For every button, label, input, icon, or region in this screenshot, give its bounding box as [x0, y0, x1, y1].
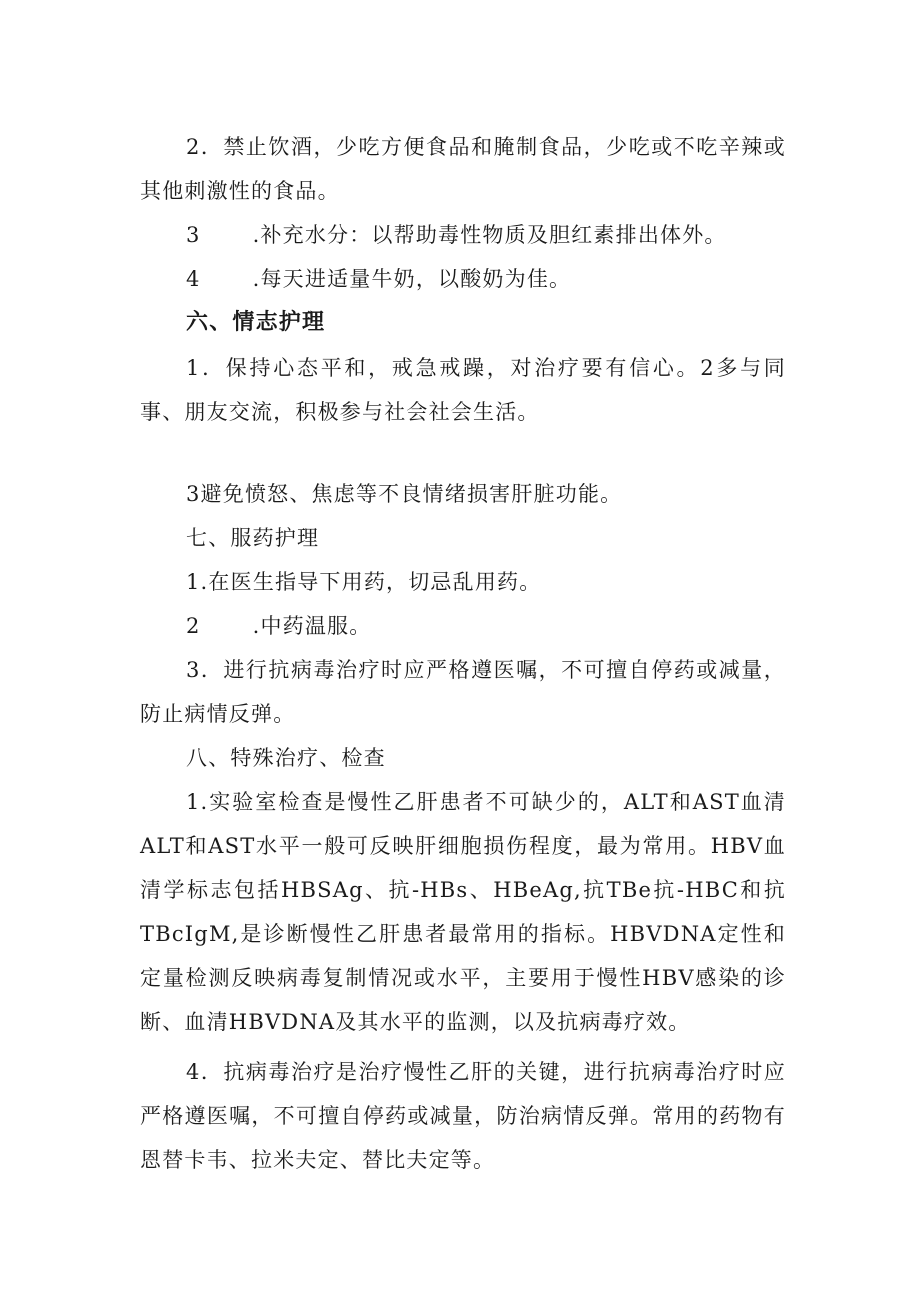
paragraph-diet-alcohol: 2．禁止饮酒，少吃方便食品和腌制食品，少吃或不吃辛辣或其他刺激性的食品。 — [140, 135, 786, 203]
paragraph-herbal — [140, 604, 786, 648]
item-number: 2 — [186, 614, 201, 638]
section-heading-special: 八、特殊治疗、检查 — [186, 746, 386, 770]
paragraph-mood: 1．保持心态平和，戒急戒躁，对治疗要有信心。2多与同事、朋友交流，积极参与社会社会生活。 — [140, 356, 786, 424]
paragraph-milk — [140, 257, 786, 301]
paragraph-doctor-guidance: 1.在医生指导下用药，切忌乱用药。 — [186, 570, 542, 594]
section-heading-emotion: 六、情志护理 — [186, 310, 326, 335]
item-number: 3 — [186, 223, 201, 247]
section-heading-medication: 七、服药护理 — [186, 526, 320, 550]
paragraph-antiviral-key: 4．抗病毒治疗是治疗慢性乙肝的关键，进行抗病毒治疗时应严格遵医嘱，不可擅自停药或减量，防治病情反弹。常用的药物有恩替卡韦、拉米夫定、替比夫定等。 — [140, 1060, 786, 1172]
paragraph-lab-tests: 1.实验室检查是慢性乙肝患者不可缺少的，ALT和AST血清ALT和AST水平一般可反映肝细胞损伤程度，最为常用。HBV血清学标志包括HBSAg、抗-HBs、HBeAg,抗TBe抗-HBC和抗TBcIgM,是诊断慢性乙肝患者最常用的指标。HBVDNA定性和定量检测反映病毒复制情况或水平，主要用于慢性HBV感染的诊断、血清HBVDNA及其水平的监测，以及抗病毒疗效。 — [140, 790, 786, 1034]
paragraph-water — [140, 213, 786, 257]
paragraph-antiviral-compliance: 3．进行抗病毒治疗时应严格遵医嘱，不可擅自停药或减量，防止病情反弹。 — [140, 658, 786, 726]
item-text: .补充水分：以帮助毒性物质及胆红素排出体外。 — [252, 223, 727, 247]
item-text: .每天进适量牛奶，以酸奶为佳。 — [252, 267, 572, 291]
paragraph-avoid-anger: 3避免愤怒、焦虑等不良情绪损害肝脏功能。 — [186, 482, 623, 506]
item-number: 4 — [186, 267, 201, 291]
item-text: .中药温服。 — [252, 614, 372, 638]
